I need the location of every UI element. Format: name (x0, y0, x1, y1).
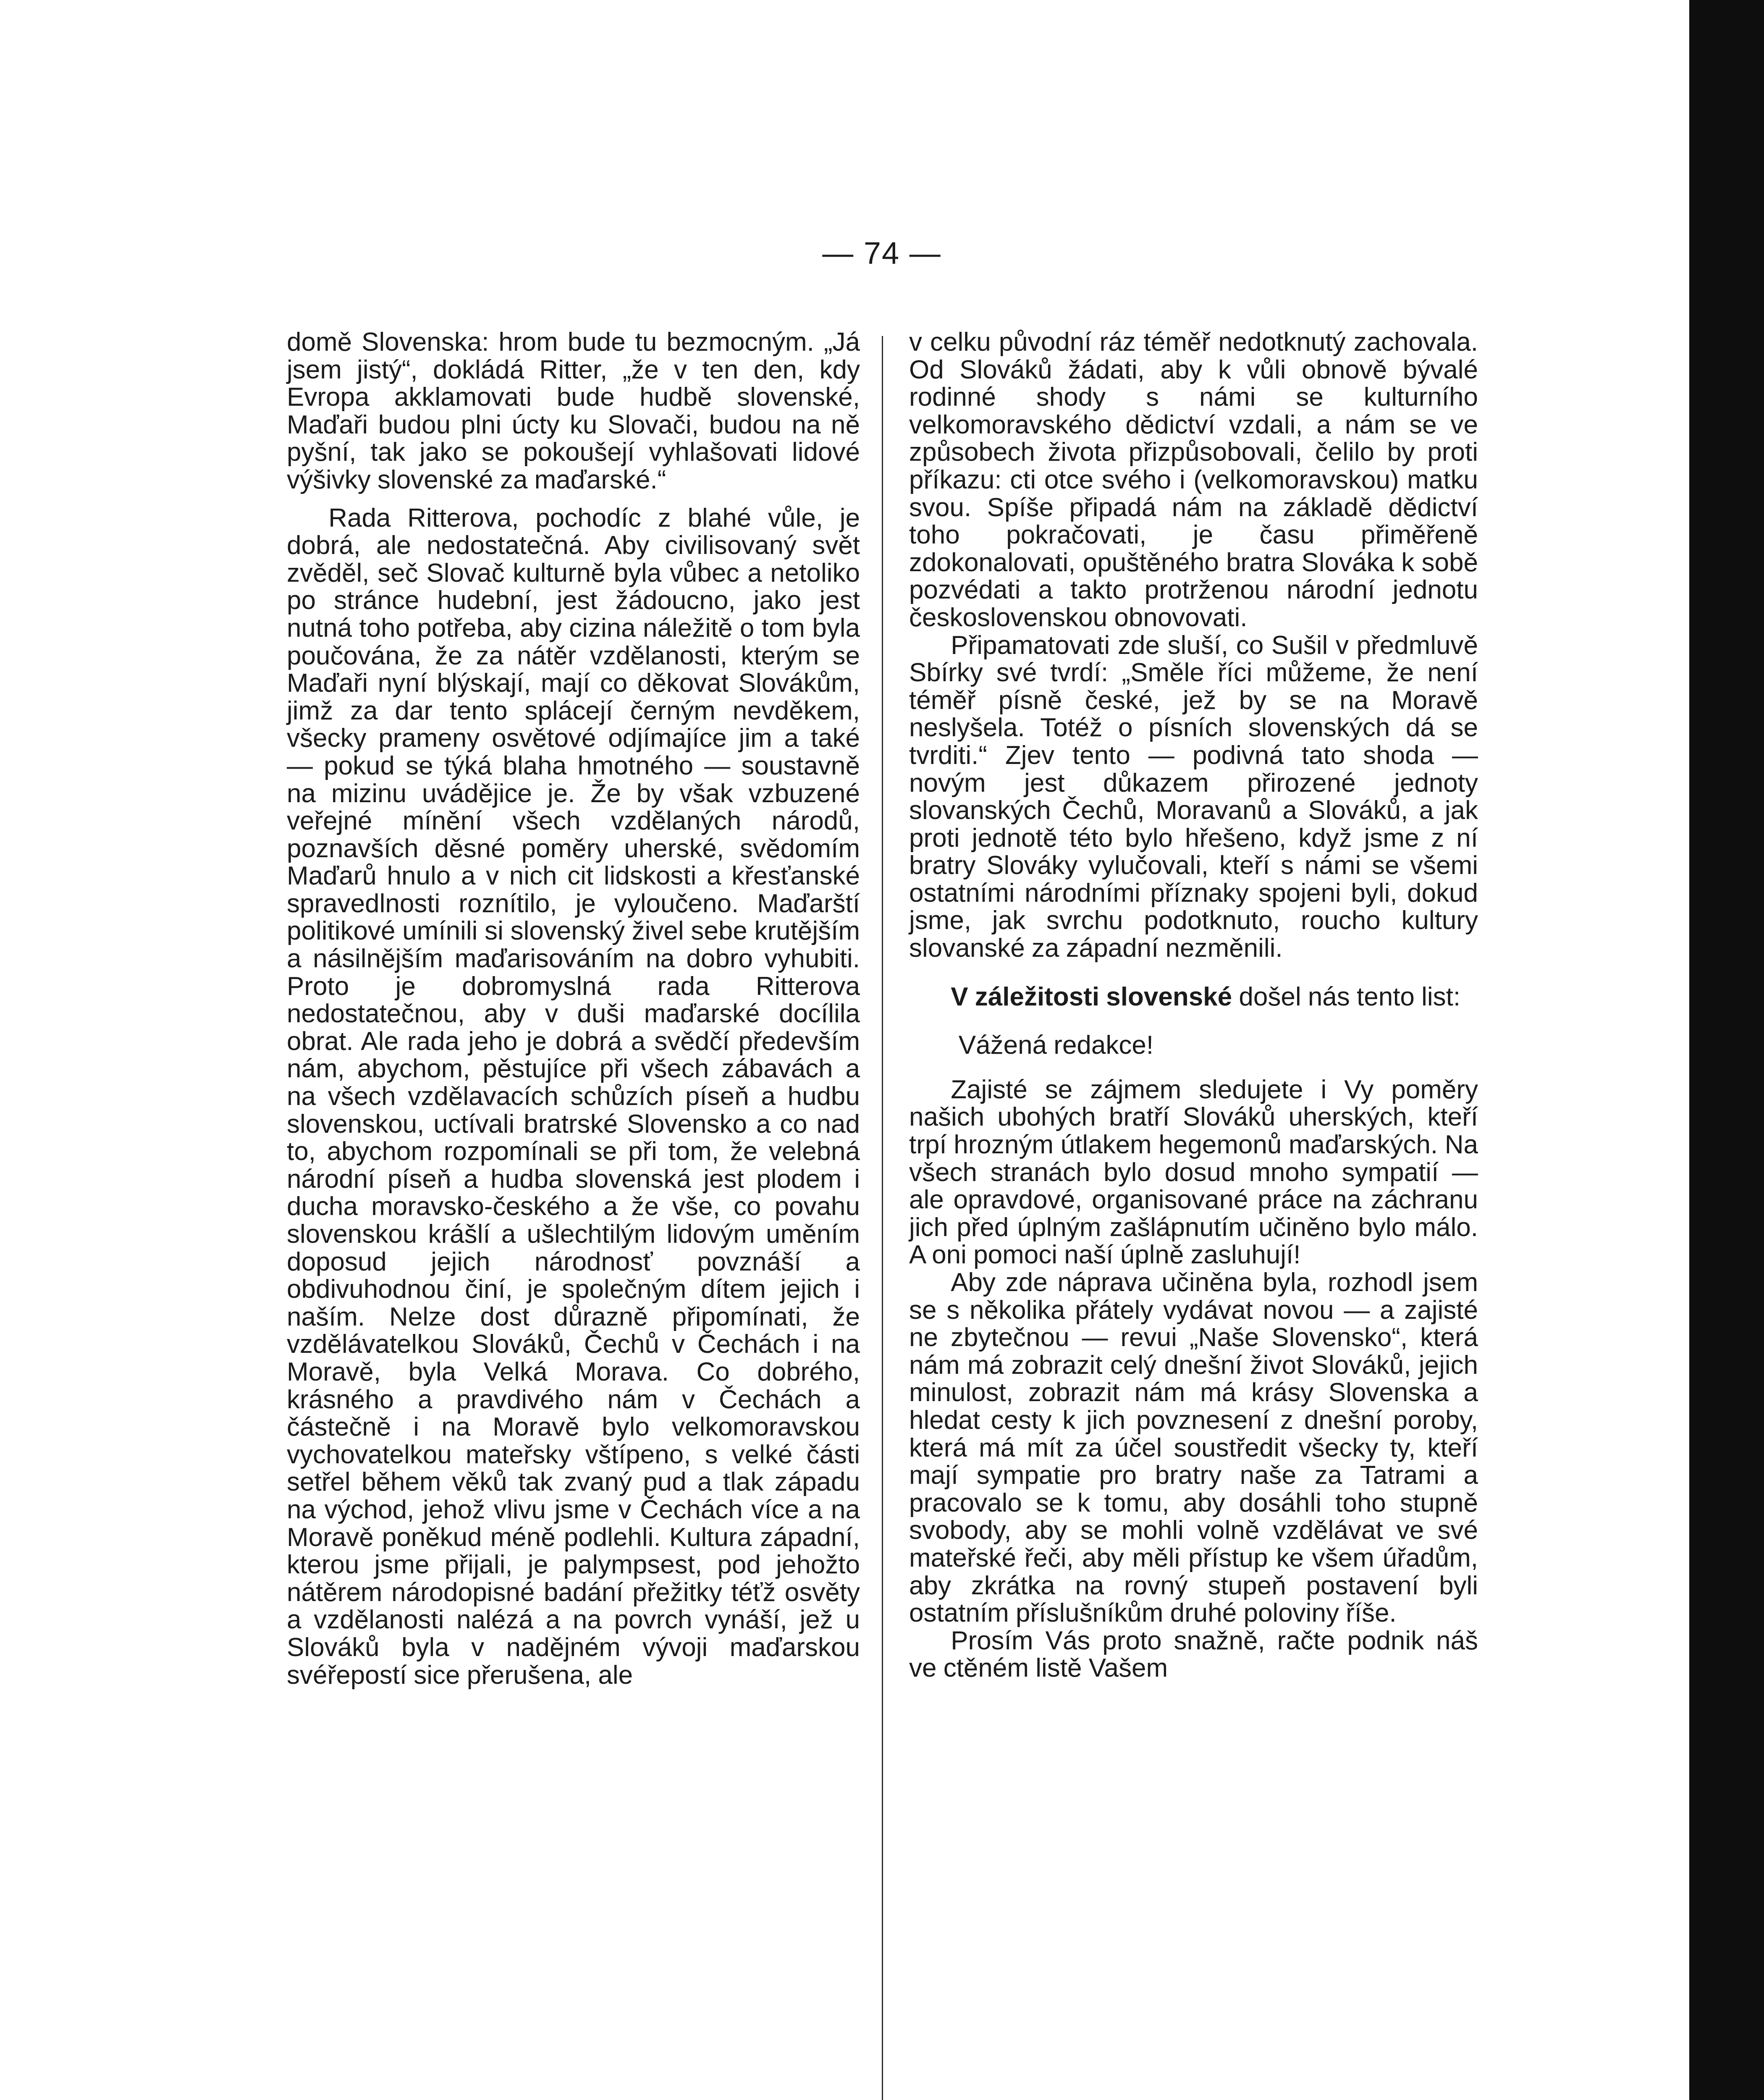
section-heading: V záležitosti slovenské (951, 982, 1232, 1011)
section-intro (909, 983, 1478, 1011)
paragraph: Aby zde náprava učiněna byla, rozhodl jsem se s několika přátely vydávat novou — a zajisté ne zbytečnou — revui „Naše Slovensko“, která nám má zobrazit celý dnešní život Slováků, jejich minulost, zobrazit nám má krásy Slovenska a hledat cesty k jich povznesení z dnešní poroby, která má mít za účel soustředit všecky ty, kteří mají sympatie pro bratry naše za Tatrami a pracovalo se k tomu, aby dosáhli toho stupně svobody, aby se mohli volně vzdělávat ve své mateřské řeči, aby měli přístup ke všem úřadům, aby zkrátka na rovný stupeň postavení byli ostatním příslušníkům druhé poloviny říše. (909, 1268, 1478, 1628)
paragraph: domě Slovenska: hrom bude tu bezmocným. „Já jsem jistý“, dokládá Ritter, „že v ten den, kdy Evropa akklamovati bude hudbě slovenské, Maďaři budou plni úcty ku Slovači, budou na ně pyšní, tak jako se pokoušejí vyhlašovati lidové výšivky slovenské za maďarské.“ (287, 328, 860, 494)
column-divider (882, 336, 883, 2100)
paragraph: v celku původní ráz téměř nedotknutý zachovala. Od Slováků žádati, aby k vůli obnově bývalé rodinné shody s námi se kulturního velkomoravského dědictví vzdali, a nám se ve způsobech života přizpůsobovali, čelilo by proti příkazu: cti otce svého i (velkomoravskou) matku svou. Spíše připadá nám na základě dědictví toho pokračovati, je času přiměřeně zdokonalovati, opuštěného bratra Slováka k sobě pozvédati a takto protrženou národní jednotu československou obnovovati. (909, 328, 1478, 632)
paragraph: Zajisté se zájmem sledujete i Vy poměry našich ubohých bratří Slováků uherských, kteří trpí hrozným útlakem hegemonů maďarských. Na všech stranách bylo dosud mnoho sympatií — ale opravdové, organisované práce na záchranu jich před úplným zašlápnutím učiněno bylo málo. A oni pomoci naší úplně zasluhují! (909, 1075, 1478, 1270)
paragraph: Prosím Vás proto snažně, račte podnik náš ve ctěném listě Vašem (909, 1626, 1478, 1683)
section-heading-tail: došel nás tento list: (1239, 982, 1461, 1011)
scan-edge-right (1689, 0, 1764, 2100)
paragraph: Připamatovati zde sluší, co Sušil v předmluvě Sbírky své tvrdí: „Směle říci můžeme, že není téměř písně české, jež by se na Moravě neslyšela. Totéž o písních slovenských dá se tvrditi.“ Zjev tento — podivná tato shoda — novým jest důkazem přirozené jednoty slovanských Čechů, Moravanů a Slováků, a jak proti jednotě této bylo hřešeno, když jsme z ní bratry Slováky vylučovali, kteří s námi se všemi ostatními národními příznaky spojeni byli, dokud jsme, jak svrchu podotknuto, roucho kultury slovanské za západní nezměnili. (909, 630, 1478, 963)
page-number: — 74 — (822, 236, 941, 270)
letter-salutation: Vážená redakce! (958, 1031, 1154, 1060)
paragraph: Rada Ritterova, pochodíc z blahé vůle, je dobrá, ale nedostatečná. Aby civilisovaný svět zvěděl, seč Slovač kulturně byla vůbec a netoliko po stránce hudební, jest žádoucno, jako jest nutná toho potřeba, aby cizina náležitě o tom byla poučována, že za nátěr vzdělanosti, kterým se Maďaři nyní blýskají, mají co děkovat Slovákům, jimž za dar tento splácejí černým nevděkem, všecky prameny osvětové odjímajíce jim a také — pokud se týká blaha hmotného — soustavně na mizinu uváděјice je. Že by však vzbuzené veřejné mínění všech vzdělaných národů, poznavších děsné poměry uherské, svědomím Maďarů hnulo a v nich cit lidskosti a křesťanské spravedlnosti roznítilo, je vyloučeno. Maďarští politikové umínili si slovenský živel sebe krutějším a násilnějším maďarisováním na dobro vyhubiti. Proto je dobromyslná rada Ritterova nedostatečnou, aby v duši maďarské docílila obrat. Ale rada jeho je dobrá a svědčí především nám, abychom, pěstujíce při všech zábavách a na všech vzdělavacích schůzích píseň a hudbu slovenskou, uctívali bratrské Slovensko a co nad to, abychom rozpomínali se při tom, že velebná národní píseň a hudba slovenská jest plodem i ducha moravsko-českého a že vše, co povahu slovenskou krášlí a ušlechtilým lidovým uměním doposud jejich národnosť povznáší a obdivuhodnou činí, je společným dítem jejich i naším. Nelze dost důrazně připomínati, že vzdělávatelkou Slováků, Čechů v Čechách i na Moravě, byla Velká Morava. Co dobrého, krásného a pravdivého nám v Čechách a částečně i na Moravě bylo velkomoravskou vychovatelkou mateřsky vštípeno, s velké části setřel během věků tak zvaný pud a tlak západu na východ, jehož vlivu jsme v Čechách více a na Moravě poněkud méně podlehli. Kultura západní, kterou jsme přijali, je palympsest, pod jehožto nátěrem národopisné badání přežitky téťž osvěty a vzdělanosti nalézá a na povrch vynáší, jež u Slováků byla v nadějném vývoji maďarskou svéřepostí sice přerušena, ale (287, 503, 860, 1690)
right-column (909, 328, 1478, 1682)
left-column (287, 328, 860, 1689)
